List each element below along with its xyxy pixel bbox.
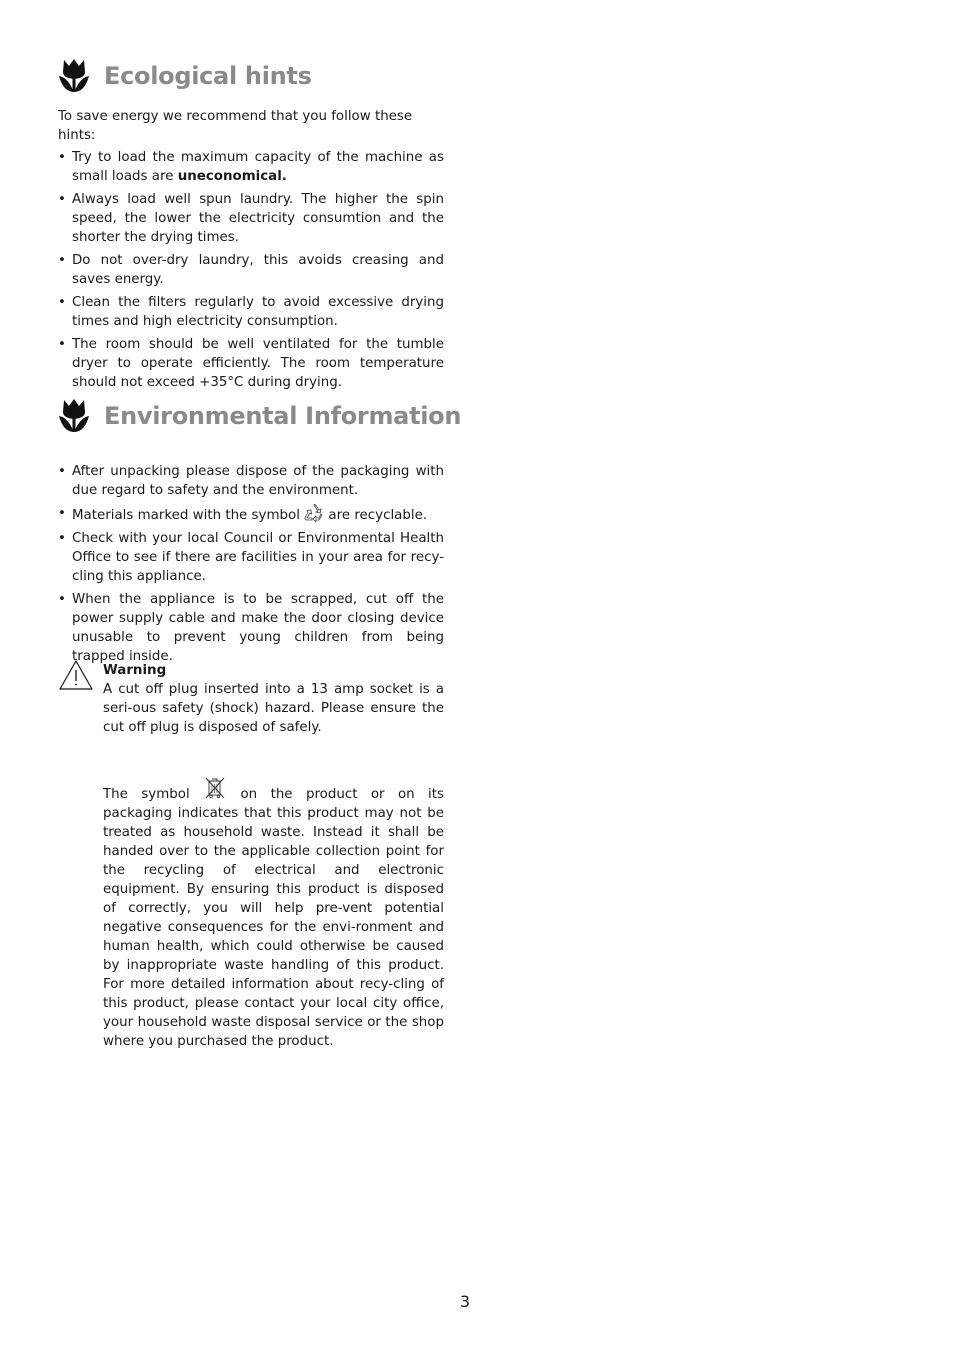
environmental-information-list bbox=[58, 462, 444, 666]
warning-triangle-icon bbox=[58, 659, 94, 691]
environmental-information-section bbox=[58, 462, 444, 670]
list-item: • The room should be well ventilated for the tumble dryer to operate efficiently. The room temperature should not exceed +35°C during drying. bbox=[58, 335, 444, 392]
ecological-hints-title: Ecological hints bbox=[104, 62, 312, 90]
ecological-hints-section bbox=[58, 107, 444, 396]
list-item: • Try to load the maximum capacity of the machine as small loads are uneconomical. bbox=[58, 148, 444, 186]
warning-block bbox=[103, 661, 444, 737]
warning-title: Warning bbox=[103, 663, 167, 678]
list-item: • Do not over-dry laundry, this avoids creasing and saves energy. bbox=[58, 251, 444, 289]
ecological-hints-heading bbox=[58, 56, 312, 96]
list-item: • Materials marked with the symbol are recyclable. bbox=[58, 504, 444, 525]
list-item: • When the appliance is to be scrapped, cut off the power supply cable and make the door closing device unusable to prevent young children from being trapped inside. bbox=[58, 590, 444, 666]
list-item: • Check with your local Council or Environmental Health Office to see if there are facilities in your area for recy-cling this appliance. bbox=[58, 529, 444, 586]
tulip-icon bbox=[58, 58, 90, 94]
environmental-information-title: Environmental Information bbox=[104, 402, 462, 430]
list-item: • After unpacking please dispose of the packaging with due regard to safety and the environment. bbox=[58, 462, 444, 500]
tulip-icon bbox=[58, 398, 90, 434]
list-item: • Clean the filters regularly to avoid excessive drying times and high electricity consumption. bbox=[58, 293, 444, 331]
environmental-information-heading bbox=[58, 396, 461, 436]
warning-text: A cut off plug inserted into a 13 amp socket is a seri-ous safety (shock) hazard. Please ensure the cut off plug is disposed of safely. bbox=[103, 682, 444, 735]
recycle-icon bbox=[304, 504, 324, 522]
crossed-bin-icon bbox=[203, 776, 227, 800]
weee-paragraph: The symbol on the product or on its packaging indicates that this product may not be treated as household waste. Instead it shall be handed over to the applicable collection point for the recycling of electrical and electronic equipment. By ensuring this product is disposed of correctly, you will help pre-vent potential negative consequences for the envi-ronment and human health, which could otherwise be caused by inappropriate waste handling of this product. For more detailed information about recy-cling of this product, please contact your local city office, your household waste disposal service or the shop where you purchased the product. bbox=[103, 776, 444, 1051]
list-item: • Always load well spun laundry. The higher the spin speed, the lower the electricity consumtion and the shorter the drying times. bbox=[58, 190, 444, 247]
ecological-hints-list bbox=[58, 148, 444, 392]
ecological-hints-intro: To save energy we recommend that you follow these hints: bbox=[58, 109, 413, 143]
page-number: 3 bbox=[459, 1292, 471, 1311]
